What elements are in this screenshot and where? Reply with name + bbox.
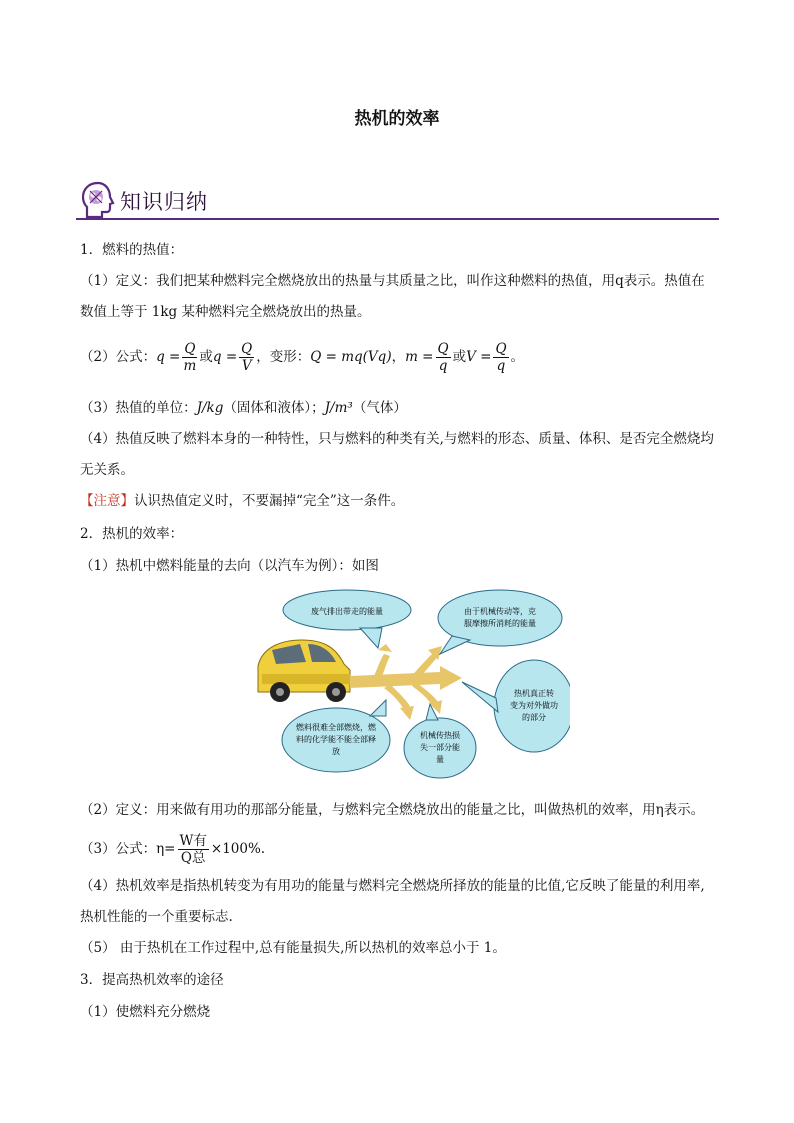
svg-text:量: 量 [436,755,444,764]
bubble-heatloss [404,704,476,778]
s1-def-line1: （1）定义：我们把某种燃料完全燃烧放出的热量与其质量之比，叫作这种燃料的热值，用q表示。热值在 [80,273,705,289]
page-title: 热机的效率 [354,109,440,129]
s2-less-line: （5） 由于热机在工作过程中,总有能量损失,所以热机的效率总小于 1。 [80,940,506,956]
s3-item1: （1）使燃料充分燃烧 [80,1004,211,1020]
energy-flow-diagram [240,588,570,788]
s3-heading: 3．提高热机效率的途径 [80,972,224,988]
s2-efficiency-formula: （3）公式：η= $\frac{\text{W有}}{\text{Q总}}$ ×100%. [80,833,266,866]
bubble-friction [438,590,562,654]
s2-heading: 2．热机的效率： [80,526,184,542]
formula-prefix: （2）公式： [80,349,157,365]
bubble-exhaust [283,590,411,648]
section-heading [76,178,719,222]
fraction-w-over-q: $\frac{\text{W有}}{\text{Q总}}$ [179,833,207,866]
svg-text:燃料很难全部燃烧，燃: 燃料很难全部燃烧，燃 [296,723,376,732]
fraction-q-over-v: $\frac{Q}{V}$ [241,341,253,374]
s2-flow-line: （1）热机中燃料能量的去向（以汽车为例）：如图 [80,558,379,574]
bubble-incomplete [282,700,390,772]
svg-text:失一部分能: 失一部分能 [420,743,460,752]
svg-text:变为对外做功: 变为对外做功 [510,701,558,710]
s1-def-line2: 数值上等于 1kg 某种燃料完全燃烧放出的热量。 [80,304,371,320]
brain-head-icon [78,180,118,220]
section-divider [76,218,719,220]
bubble-useful [462,660,570,752]
svg-text:服摩擦所消耗的能量: 服摩擦所消耗的能量 [464,619,536,628]
energy-arrows [350,644,462,720]
formula-q-left: q = [156,349,181,365]
fraction-q-over-q-2: $\frac{Q}{q}$ [495,341,507,374]
s1-formula: （2）公式：q = $\frac{Q}{m}$ 或q = $\frac{Q}{V}$ ，变形：Q = mq(Vq)，m = $\frac{Q}{q}$ 或V = $\frac{Q}{q}$ 。 [80,341,525,374]
svg-text:机械传热损: 机械传热损 [420,731,460,740]
s2-meaning-line1: （4）热机效率是指热机转变为有用功的能量与燃料完全燃烧所择放的能量的比值,它反映了能量的利用率, [80,878,705,894]
svg-text:热机真正转: 热机真正转 [514,689,554,698]
s1-char-line1: （4）热值反映了燃料本身的一种特性，只与燃料的种类有关,与燃料的形态、质量、体积、是否完全燃烧均 [80,431,714,447]
section-heading-label: 知识归纳 [120,190,208,214]
svg-text:料的化学能不能全部释: 料的化学能不能全部释 [296,735,376,744]
svg-text:的部分: 的部分 [522,713,546,722]
s1-note: 【注意】认识热值定义时，不要漏掉“完全”这一条件。 [80,493,405,509]
car-illustration [258,640,350,702]
fraction-q-over-q-1: $\frac{Q}{q}$ [437,341,449,374]
svg-text:废气排出带走的能量: 废气排出带走的能量 [311,607,383,616]
s1-char-line2: 无关系。 [80,462,134,478]
svg-text:由于机械传动等，克: 由于机械传动等，克 [464,607,536,616]
s1-unit: （3）热值的单位：J/kg（固体和液体）；J/m³（气体） [80,400,407,416]
note-tag: 【注意】 [80,493,134,509]
s1-heading: 1．燃料的热值： [80,242,184,258]
s2-meaning-line2: 热机性能的一个重要标志. [80,909,233,925]
fraction-q-over-m: $\frac{Q}{m}$ [183,341,197,374]
svg-text:放: 放 [332,747,340,756]
s2-def-line: （2）定义：用来做有用功的那部分能量，与燃料完全燃烧放出的能量之比，叫做热机的效率，用η表示。 [80,802,705,818]
